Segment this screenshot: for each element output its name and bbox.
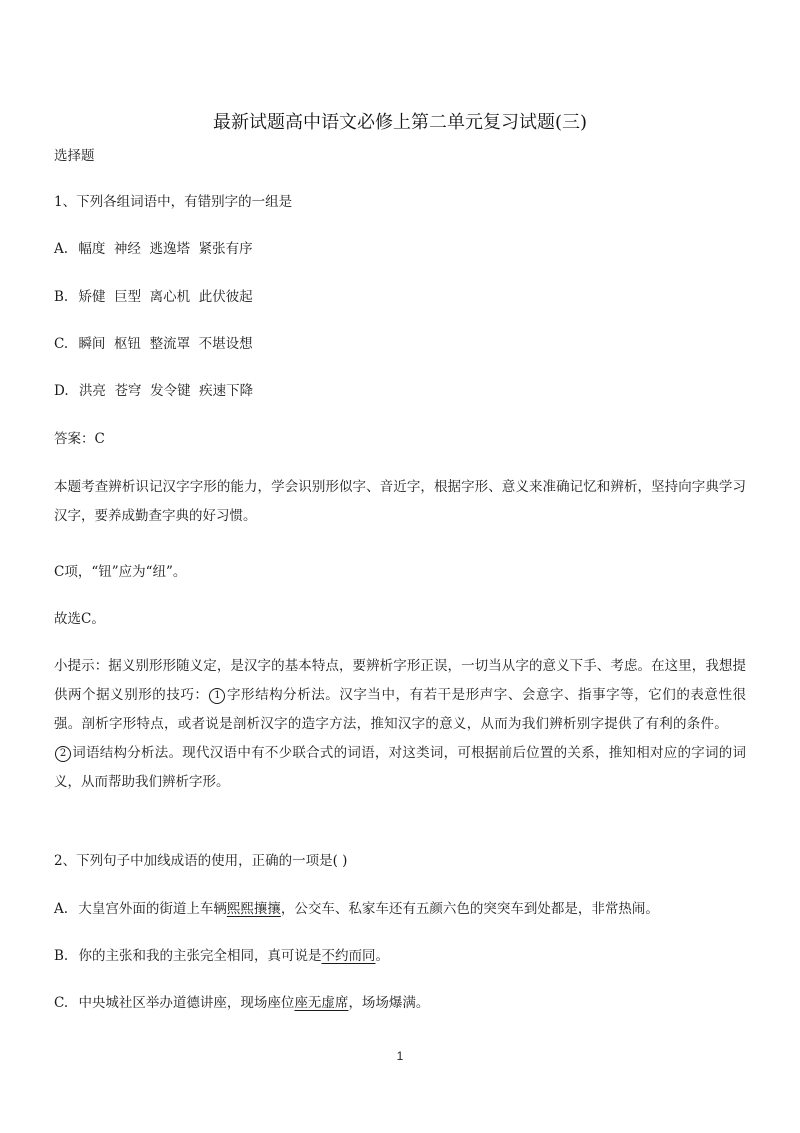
option-text: 洪亮 苍穹 发令键 疾速下降 (78, 383, 254, 399)
q1-answer: 答案：C (54, 431, 105, 447)
q2-option-a (54, 899, 659, 919)
option-text: 幅度 神经 逃逸塔 紧张有序 (78, 241, 253, 257)
option-text: 瞬间 枢钮 整流罩 不堪设想 (78, 336, 253, 352)
option-text-after: ，公交车、私家车还有五颜六色的突突车到处都是，非常热闹。 (280, 901, 659, 917)
option-label: A. (54, 241, 69, 257)
option-label: C. (54, 336, 69, 352)
q1-explanation: 本题考查辨析识记汉字字形的能力，学会识别形似字、音近字，根据字形、意义来准确记忆和辨析，坚持向字典学习汉字，要养成勤查字典的好习惯。 (54, 479, 746, 524)
option-text-before: 大皇宫外面的街道上车辆 (78, 901, 227, 917)
option-text-after: ，场场爆满。 (348, 995, 430, 1011)
section-heading: 选择题 (54, 148, 95, 164)
underlined-idiom: 座无虚席 (294, 995, 349, 1011)
underlined-idiom: 熙熙攘攘 (226, 901, 281, 917)
underlined-idiom: 不约而同 (321, 948, 376, 964)
q1-option-d (54, 381, 253, 401)
option-label: C. (54, 995, 69, 1011)
option-text-after: 。 (375, 948, 390, 964)
circled-number-2: 2 (55, 746, 71, 762)
option-label: B. (54, 948, 69, 964)
option-text-before: 中央城社区举办道德讲座，现场座位 (78, 995, 295, 1011)
question-1-stem: 1、下列各组词语中，有错别字的一组是 (54, 194, 293, 210)
option-text: 矫健 巨型 离心机 此伏彼起 (78, 289, 253, 305)
document-title: 最新试题高中语文必修上第二单元复习试题(三) (212, 112, 588, 133)
circled-number-1: 1 (209, 688, 225, 704)
option-text-before: 你的主张和我的主张完全相同，真可说是 (78, 948, 322, 964)
tip-method-1: 字形结构分析法。汉字当中，有若干是形声字、会意字、指事字等，它们的表意性很强。剖析字形特点，或者说是剖析汉字的造字方法，推知汉字的意义，从而为我们辨析别字提供了有利的条件。 (54, 687, 747, 732)
q1-option-b (54, 287, 253, 307)
tip-method-2: 词语结构分析法。现代汉语中有不少联合式的词语，对这类词，可根据前后位置的关系，推知相对应的字词的词义，从而帮助我们辨析字形。 (54, 745, 746, 790)
tip-intro: 小提示：据义别形形随义定，是汉字的基本特点，要辨析字形正误，一切当从字的意义下手、考虑。在这里，我想提供两个据义别形的技巧： (54, 658, 746, 703)
q1-tip (54, 652, 746, 797)
q1-conclusion: 故选C。 (54, 611, 105, 627)
q2-option-b (54, 946, 389, 966)
option-label: D. (54, 383, 69, 399)
option-label: A. (54, 901, 69, 917)
q1-correction: C项，“钮”应为“纽”。 (54, 564, 187, 580)
page-number: 1 (396, 1049, 404, 1063)
q2-option-c (54, 993, 429, 1013)
q1-option-a (54, 239, 253, 259)
q1-option-c (54, 334, 253, 354)
option-label: B. (54, 289, 69, 305)
question-2-stem: 2、下列句子中加线成语的使用，正确的一项是( ) (54, 853, 348, 869)
